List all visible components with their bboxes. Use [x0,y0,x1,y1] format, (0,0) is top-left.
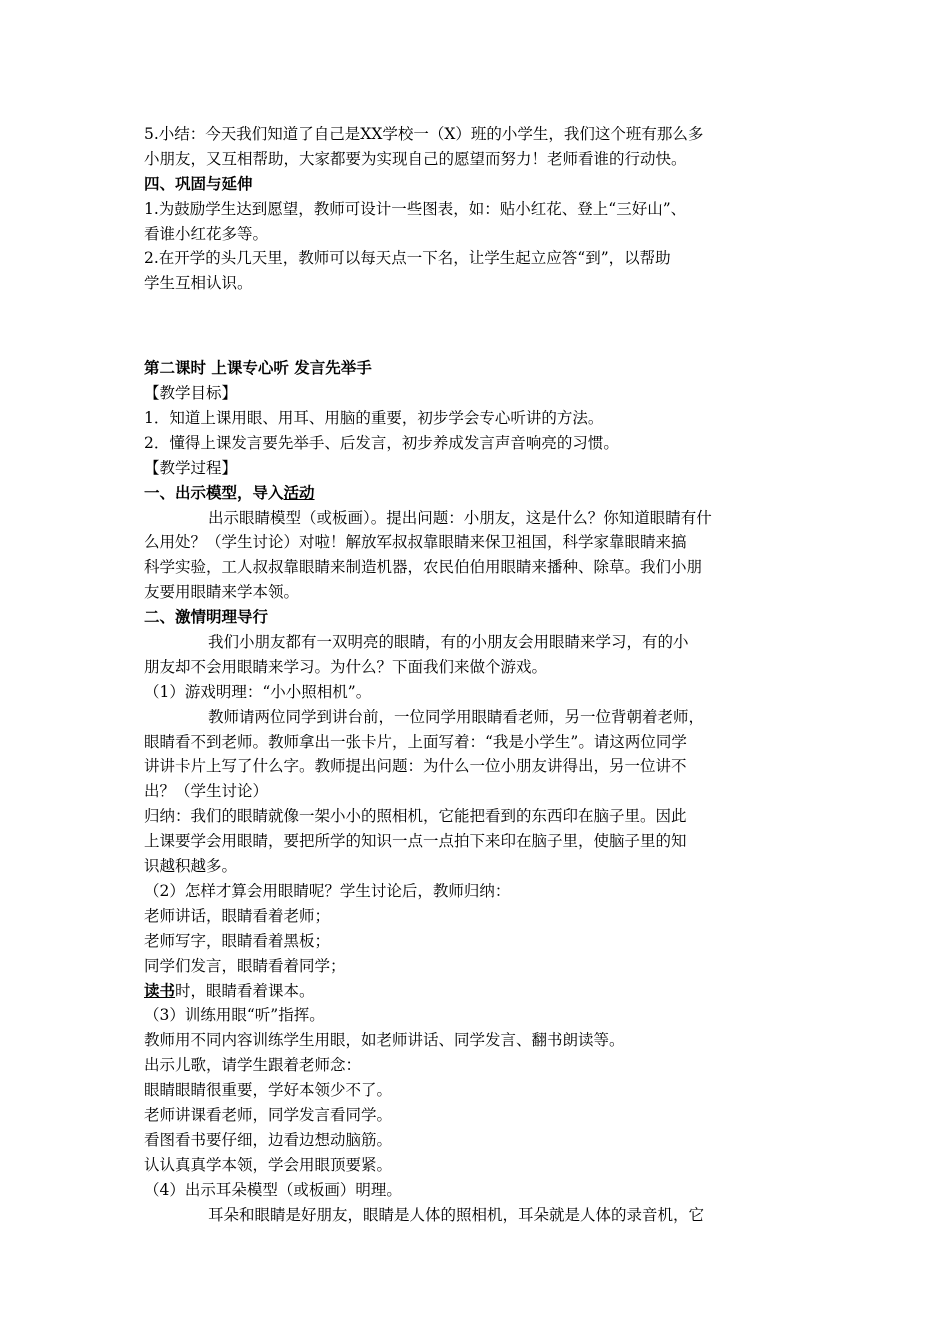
paragraph-3-line-1: 教师请两位同学到讲台前，一位同学用眼睛看老师，另一位背朝着老师， [208,707,705,726]
reading-link[interactable]: 读书 [144,981,176,1000]
process-label: 【教学过程】 [144,458,238,477]
paragraph-1-line-3: 科学实验，工人叔叔靠眼睛来制造机器，农民伯伯用眼睛来播种、除草。我们小朋 [144,558,703,577]
paragraph-4-line-1: 归纳：我们的眼睛就像一架小小的照相机，它能把看到的东西印在脑子里。因此 [144,807,687,826]
paragraph-1-line-2: 么用处？（学生讨论）对啦！解放军叔叔靠眼睛来保卫祖国，科学家靠眼睛来搞 [144,533,687,552]
document-page [144,122,816,1227]
paragraph-4-line-2: 上课要学会用眼睛，要把所学的知识一点一点拍下来印在脑子里，使脑子里的知 [144,832,687,851]
extension-2-line-2: 学生互相认识。 [144,274,253,293]
section-gap [144,296,816,356]
step-3: （3）训练用眼“听”指挥。 [144,1006,325,1025]
rhyme-line-4: 认认真真学本领，学会用眼顶要紧。 [144,1155,393,1174]
heading-1 [144,481,816,506]
paragraph-4-line-3: 识越积越多。 [144,857,238,876]
paragraph-5: 教师用不同内容训练学生用眼，如老师讲话、同学发言、翻书朗读等。 [144,1031,625,1050]
list-item-4-rest: 时，眼睛看着课本。 [175,981,315,1000]
paragraph-2-line-2: 朋友却不会用眼睛来学习。为什么？下面我们来做个游戏。 [144,657,548,676]
paragraph-2-line-1: 我们小朋友都有一双明亮的眼睛，有的小朋友会用眼睛来学习，有的小 [208,633,689,652]
rhyme-line-2: 老师讲课看老师，同学发言看同学。 [144,1105,393,1124]
summary-line-1: 5.小结：今天我们知道了自己是XX学校一（X）班的小学生，我们这个班有那么多 [144,125,704,143]
paragraph-6: 出示儿歌，请学生跟着老师念： [144,1056,362,1075]
goal-2: 2．懂得上课发言要先举手、后发言，初步养成发言声音响亮的习惯。 [144,433,619,452]
step-4: （4）出示耳朵模型（或板画）明理。 [144,1180,402,1199]
goal-1: 1．知道上课用眼、用耳、用脑的重要，初步学会专心听讲的方法。 [144,409,604,428]
list-item-4 [144,979,816,1004]
paragraph-1-line-4: 友要用眼睛来学本领。 [144,583,300,602]
paragraph-3-line-4: 出？（学生讨论） [144,782,269,801]
heading-consolidate: 四、巩固与延伸 [144,174,253,193]
step-1: （1）游戏明理：“小小照相机”。 [144,682,372,701]
extension-1-line-2: 看谁小红花多等。 [144,224,269,243]
rhyme-line-3: 看图看书要仔细，边看边想动脑筋。 [144,1130,393,1149]
list-item-1: 老师讲话，眼睛看着老师； [144,906,331,925]
paragraph-3-line-3: 讲讲卡片上写了什么字。教师提出问题：为什么一位小朋友讲得出，另一位讲不 [144,757,687,776]
extension-1-line-1: 1.为鼓励学生达到愿望，教师可设计一些图表，如：贴小红花、登上“三好山”、 [144,199,687,218]
goals-label: 【教学目标】 [144,384,238,403]
step-2: （2）怎样才算会用眼睛呢？学生讨论后，教师归纳： [144,881,511,900]
heading-1-prefix: 一、出示模型，导入 [144,483,284,502]
list-item-2: 老师写字，眼睛看着黑板； [144,931,331,950]
paragraph-3-line-2: 眼睛看不到老师。教师拿出一张卡片，上面写着：“我是小学生”。请这两位同学 [144,732,687,751]
paragraph-1-line-1: 出示眼睛模型（或板画）。提出问题：小朋友，这是什么？你知道眼睛有什 [208,508,712,527]
heading-2: 二、激情明理导行 [144,608,269,627]
activity-link[interactable]: 活动 [283,483,315,502]
summary-line-2: 小朋友，又互相帮助，大家都要为实现自己的愿望而努力！老师看谁的行动快。 [144,149,687,168]
lesson-title: 第二课时 上课专心听 发言先举手 [144,359,372,378]
rhyme-line-1: 眼睛眼睛很重要，学好本领少不了。 [144,1081,393,1100]
extension-2-line-1: 2.在开学的头几天里，教师可以每天点一下名，让学生起立应答“到”，以帮助 [144,249,671,268]
paragraph-7: 耳朵和眼睛是好朋友，眼睛是人体的照相机，耳朵就是人体的录音机，它 [208,1205,705,1224]
list-item-3: 同学们发言，眼睛看着同学； [144,956,346,975]
